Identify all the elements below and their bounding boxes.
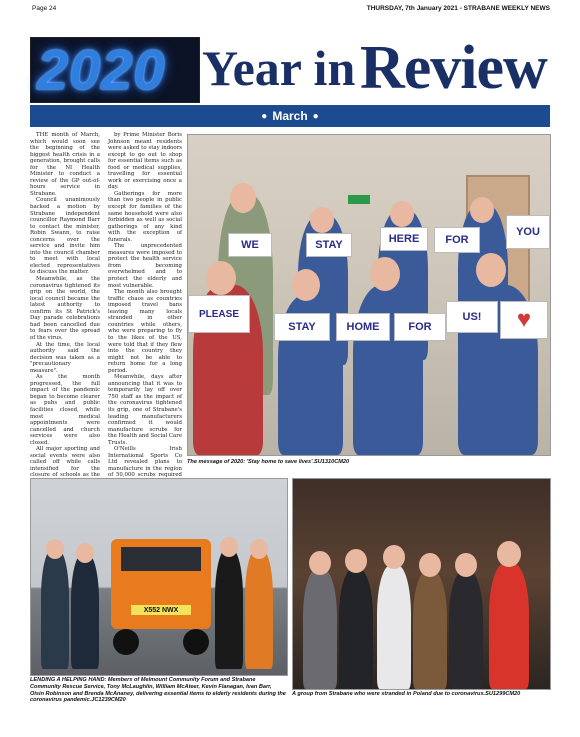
person: [489, 563, 529, 689]
person-head: [76, 543, 94, 563]
person-head: [230, 183, 256, 213]
paragraph: Council unanimously backed a motion by Strabane independent councillor Raymond Barr to contact the minister, Robin Swann, to raise concerns over the service and invite him into the council chamber to meet with local elected representatives to discuss the matter.: [30, 197, 100, 276]
banner-year: 2020: [37, 38, 166, 101]
person: [71, 554, 99, 669]
number-plate: X552 NWX: [131, 605, 191, 615]
sign-home: HOME: [336, 313, 390, 341]
person: [215, 549, 243, 669]
article-column-2: [108, 132, 183, 479]
sign-here: HERE: [380, 227, 428, 251]
person-head: [345, 549, 367, 573]
page-header: [32, 2, 550, 14]
sign-you: YOU: [506, 215, 550, 249]
group-photo-caption: A group from Strabane who were stranded in Poland due to coronavirus.SU1299CM20: [292, 691, 521, 697]
paragraph: Meanwhile, as the coronavirus tightened its grip on the world, the local council became the latest authority to confirm its St Patrick's Day parade celebrations had been cancelled due to fears over the spread of the virus.: [30, 276, 100, 341]
person-head: [206, 261, 236, 295]
person: [303, 569, 337, 689]
person-head: [455, 553, 477, 577]
vehicle-windscreen: [121, 547, 201, 571]
month-label: March: [272, 109, 308, 123]
month-section-bar: [30, 105, 550, 127]
person-head: [497, 541, 521, 567]
person-head: [390, 201, 414, 227]
paragraph: The month also brought traffic chaos as countries imposed travel bans leaving many locals stranded in other countries while others, who were preparing to fly to the likes of the US, were told that if they flew into the country they might not be able to return home for a long period.: [108, 289, 182, 374]
bullet-icon: ●: [312, 110, 319, 122]
sign-stay-2: STAY: [274, 313, 330, 341]
heart-sign: ♥: [500, 301, 548, 339]
person: [245, 549, 273, 669]
vehicle-wheel: [183, 629, 209, 655]
person: [339, 569, 373, 689]
paragraph: At the time, the local authority said the decision was taken as a "precautionary measure".: [30, 341, 100, 374]
vehicle-wheel: [113, 629, 139, 655]
bullet-icon: ●: [261, 110, 268, 122]
edition-line: THURSDAY, 7th January 2021 - STRABANE WEEKLY NEWS: [366, 4, 550, 12]
main-photo-nhs-staff: [187, 134, 551, 456]
person: [377, 565, 411, 689]
person-head: [470, 197, 494, 223]
person-head: [250, 539, 268, 559]
person-head: [292, 269, 320, 301]
person-head: [220, 537, 238, 557]
banner-review: Review: [360, 34, 547, 102]
main-photo-caption: The message of 2020: 'Stay home to save lives'.SU1310CM20: [187, 459, 350, 465]
person: [413, 571, 447, 689]
paragraph: by Prime Minister Boris Johnson meant residents were asked to stay indoors except to go out to shop for essential items such as food or medical supplies, travelling for essential work or exercising once a day.: [108, 132, 182, 191]
banner-year-in: Year in: [202, 40, 356, 96]
rescue-photo-caption: LENDING A HELPING HAND: Members of Melmount Community Forum and Strabane Community Rescue Service, Tony McLaughlin, William McAteer, Kevin Flanagan, Ivan Barr, Oisin Robinson and Brenda McAnaney, delivering essential items to elderly residents during the coronavirus pandemic.JC1239CM20: [30, 677, 286, 704]
photo-rescue-service: [30, 478, 288, 676]
paragraph: As the month progressed, the full impact of the pandemic began to become clearer as pubs and public facilities closed, while most medical appointments were cancelled and church services were also closed.: [30, 374, 100, 446]
sign-for-2: FOR: [394, 313, 446, 341]
person-head: [370, 257, 400, 291]
paragraph: All major sporting and social events were also called off while calls intensified for the closure of schools as the: [30, 446, 100, 479]
person-head: [383, 545, 405, 569]
person-head: [476, 253, 506, 287]
sign-please: PLEASE: [188, 295, 250, 333]
paragraph: THE month of March, which would soon see the beginning of the biggest health crisis in a generation, brought calls for the NI Health Minister to conduct a review of the GP out-of-hours service in Strabane.: [30, 132, 100, 197]
person: [353, 285, 423, 455]
paragraph: Gatherings for more than two people in public except for families of the same household were also forbidden as well as social gatherings of any kind with the exception of funerals.: [108, 190, 182, 243]
photo-stranded-group: [292, 478, 551, 690]
sign-us: US!: [446, 301, 498, 333]
person-head: [309, 551, 331, 575]
person-head: [419, 553, 441, 577]
paragraph: Meanwhile, days after announcing that it was to temporarily lay off over 750 staff as the impact of the coronavirus tightened its grip, one of Strabane's leading manufacturers confirmed it would manufacture scrubs for the Health and Social Care Trusts.: [108, 374, 183, 446]
year-in-review-banner: [30, 34, 550, 102]
page-number: Page 24: [32, 4, 57, 12]
person-head: [310, 207, 334, 233]
sign-for: FOR: [434, 227, 480, 253]
year-neon-box: [30, 37, 200, 103]
person-head: [46, 539, 64, 559]
sign-stay: STAY: [306, 233, 352, 257]
exit-sign: [348, 195, 370, 204]
article-column-1: [30, 132, 100, 479]
paragraph: The unprecedented measures were imposed to protect the health service from becoming overwhelmed and to protect the elderly and most vulnerable.: [108, 243, 182, 289]
person: [449, 571, 483, 689]
person: [41, 549, 69, 669]
paragraph: O'Neills Irish International Sports Co Ltd revealed plans to manufacture in the region of 50,000 scrubs required: [108, 446, 182, 479]
sign-we: WE: [228, 233, 272, 257]
rescue-vehicle: [111, 539, 211, 629]
